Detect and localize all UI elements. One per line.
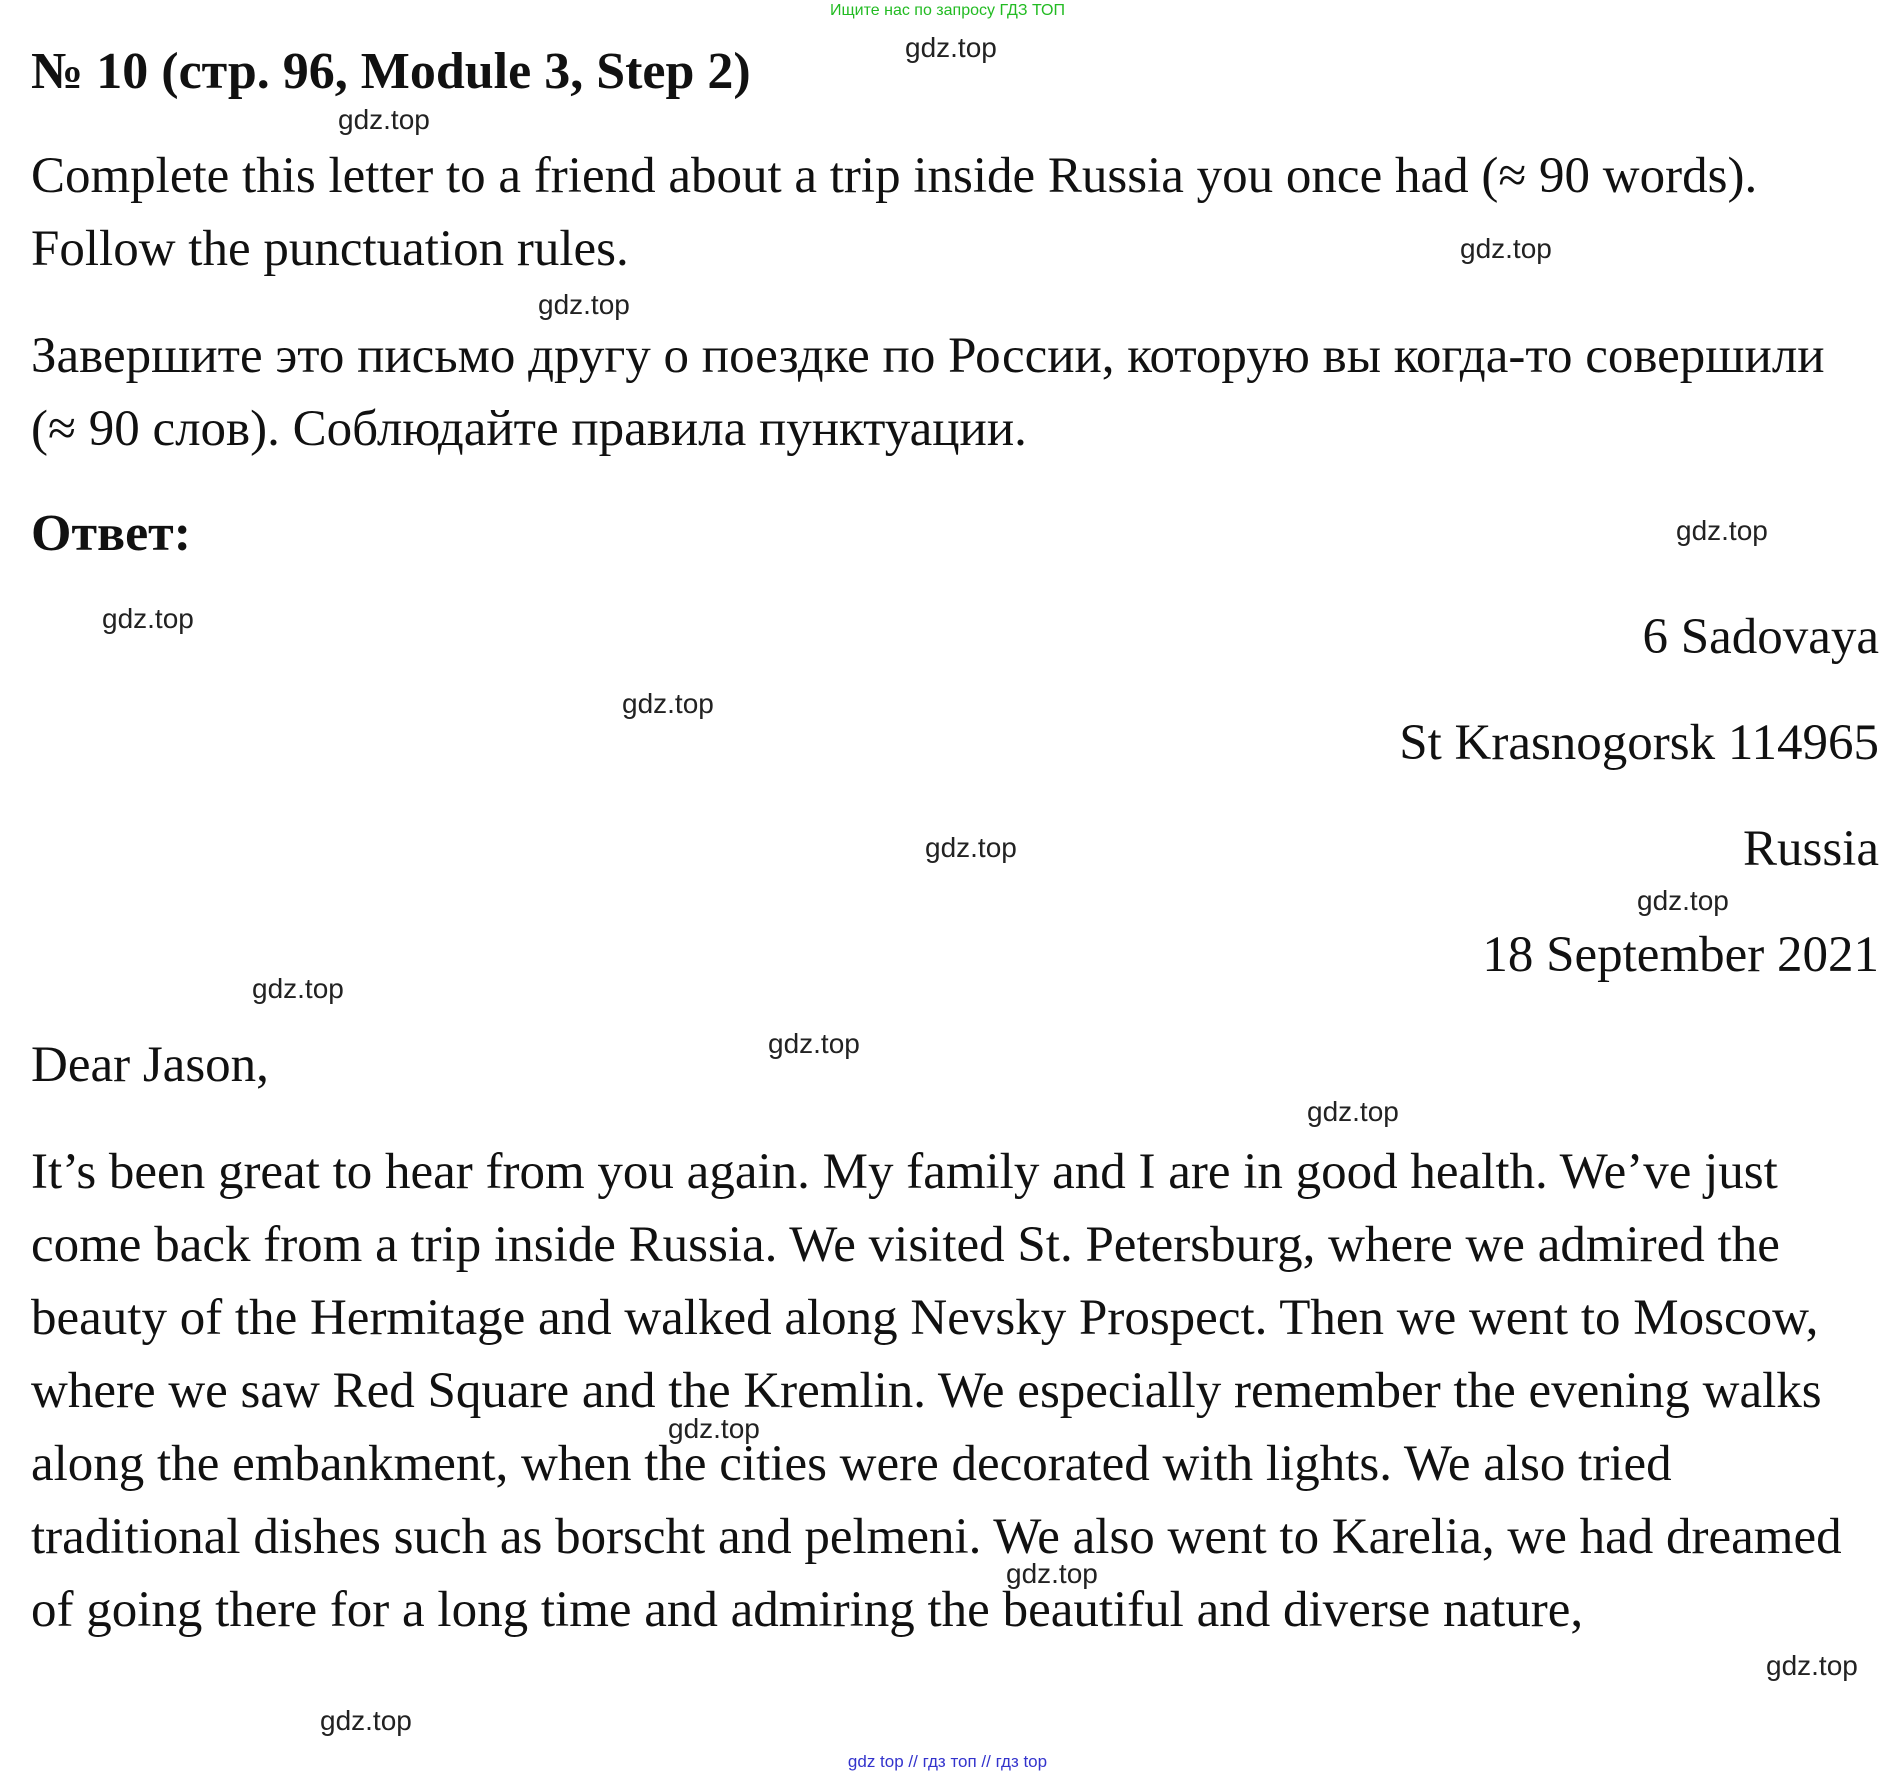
footer-links: gdz top // гдз топ // гдз top <box>847 1752 1048 1771</box>
exercise-heading: № 10 (стр. 96, Module 3, Step 2) <box>31 43 751 100</box>
search-hint: Ищите нас по запросу ГДЗ ТОП <box>830 2 1065 19</box>
watermark: gdz.top <box>668 1413 760 1444</box>
watermark: gdz.top <box>320 1705 412 1736</box>
watermark: gdz.top <box>1676 515 1768 546</box>
watermark: gdz.top <box>925 832 1017 863</box>
watermark: gdz.top <box>252 973 344 1004</box>
letter-date: 18 September 2021 <box>1482 927 1879 983</box>
task-russian: Завершите это письмо другу о поездке по России, которую вы когда-то совершили (≈ 90 слов). Соблюдайте правила пунктуации. <box>31 328 1825 457</box>
watermark: gdz.top <box>768 1028 860 1059</box>
watermark: gdz.top <box>1766 1650 1858 1681</box>
address-line-country: Russia <box>1742 821 1879 877</box>
watermark: gdz.top <box>102 603 194 634</box>
watermark: gdz.top <box>338 104 430 135</box>
address-line-city: St Krasnogorsk 114965 <box>1399 715 1879 771</box>
address-line-street: 6 Sadovaya <box>1642 609 1879 665</box>
letter-salutation: Dear Jason, <box>31 1037 269 1093</box>
watermark: gdz.top <box>1637 885 1729 916</box>
watermark: gdz.top <box>1307 1096 1399 1127</box>
task-english: Complete this letter to a friend about a trip inside Russia you once had (≈ 90 words). Follow the punctuation rules. <box>31 148 1758 277</box>
watermark: gdz.top <box>1460 233 1552 264</box>
watermark: gdz.top <box>1006 1558 1098 1589</box>
letter-body: It’s been great to hear from you again. My family and I are in good health. We’ve just come back from a trip inside Russia. We visited St. Petersburg, where we admired the beauty of the Hermitage and walked along Nevsky Prospect. Then we went to Moscow, where we saw Red Square and the Kremlin. We especially remember the evening walks along the embankment, when the cities were decorated with lights. We also tried traditional dishes such as borscht and pelmeni. We also went to Karelia, we had dreamed of going there for a long time and admiring the beautiful and diverse nature, <box>31 1144 1842 1638</box>
watermark: gdz.top <box>538 289 630 320</box>
watermark: gdz.top <box>622 688 714 719</box>
answer-label: Ответ: <box>31 505 192 562</box>
watermark: gdz.top <box>905 32 997 63</box>
